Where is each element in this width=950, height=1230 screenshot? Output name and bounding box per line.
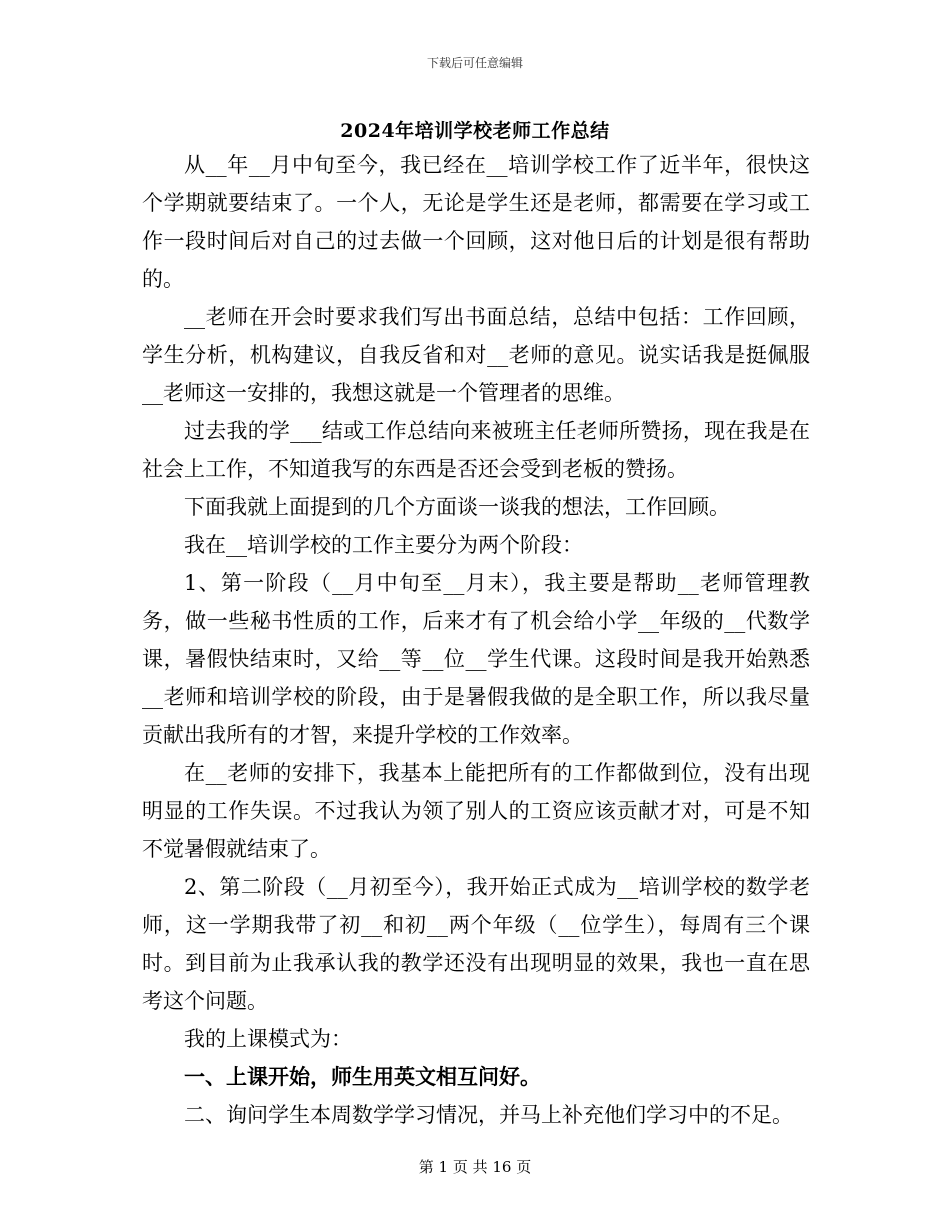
page-number: 第 1 页 共 16 页 <box>418 1158 532 1176</box>
paragraph: 在__老师的安排下，我基本上能把所有的工作都做到位，没有出现明显的工作失误。不过我认为领了别人的工资应该贡献才对，可是不知不觉暑假就结束了。 <box>142 761 810 861</box>
paragraph: 我在__培训学校的工作主要分为两个阶段： <box>184 533 583 557</box>
paragraph: 2、第二阶段（__月初至今），我开始正式成为__培训学校的数学老师，这一学期我带了初__和初__两个年级（__位学生），每周有三个课时。到目前为止我承认我的教学还没有出现明显的效果，我也一直在思考这个问题。 <box>142 875 810 1013</box>
paragraph: 1、第一阶段（__月中旬至__月末），我主要是帮助__老师管理教务，做一些秘书性质的工作，后来才有了机会给小学__年级的__代数学课，暑假快结束时，又给__等__位__学生代课。这段时间是我开始熟悉__老师和培训学校的阶段，由于是暑假我做的是全职工作，所以我尽量贡献出我所有的才智，来提升学校的工作效率。 <box>142 571 810 747</box>
bold-list-item: 一、上课开始，师生用英文相互问好。 <box>184 1064 541 1089</box>
paragraph: 从__年__月中旬至今，我已经在__培训学校工作了近半年，很快这个学期就要结束了。一个人，无论是学生还是老师，都需要在学习或工作一段时间后对自己的过去做一个回顾，这对他日后的计划是很有帮助的。 <box>142 153 810 291</box>
paragraph: 下面我就上面提到的几个方面谈一谈我的想法，工作回顾。 <box>184 495 730 519</box>
paragraph: 我的上课模式为： <box>184 1027 352 1051</box>
paragraph: 二、询问学生本周数学学习情况，并马上补充他们学习中的不足。 <box>184 1103 793 1127</box>
document-body <box>142 146 810 1134</box>
page-header-note: 下载后可任意编辑 <box>426 56 523 70</box>
document-title: 2024年培训学校老师工作总结 <box>340 120 610 142</box>
paragraph: __老师在开会时要求我们写出书面总结，总结中包括：工作回顾，学生分析，机构建议，自我反省和对__老师的意见。说实话我是挺佩服__老师这一安排的，我想这就是一个管理者的思维。 <box>142 305 810 405</box>
paragraph: 过去我的学___结或工作总结向来被班主任老师所赞扬，现在我是在社会上工作，不知道我写的东西是否还会受到老板的赞扬。 <box>142 419 810 481</box>
